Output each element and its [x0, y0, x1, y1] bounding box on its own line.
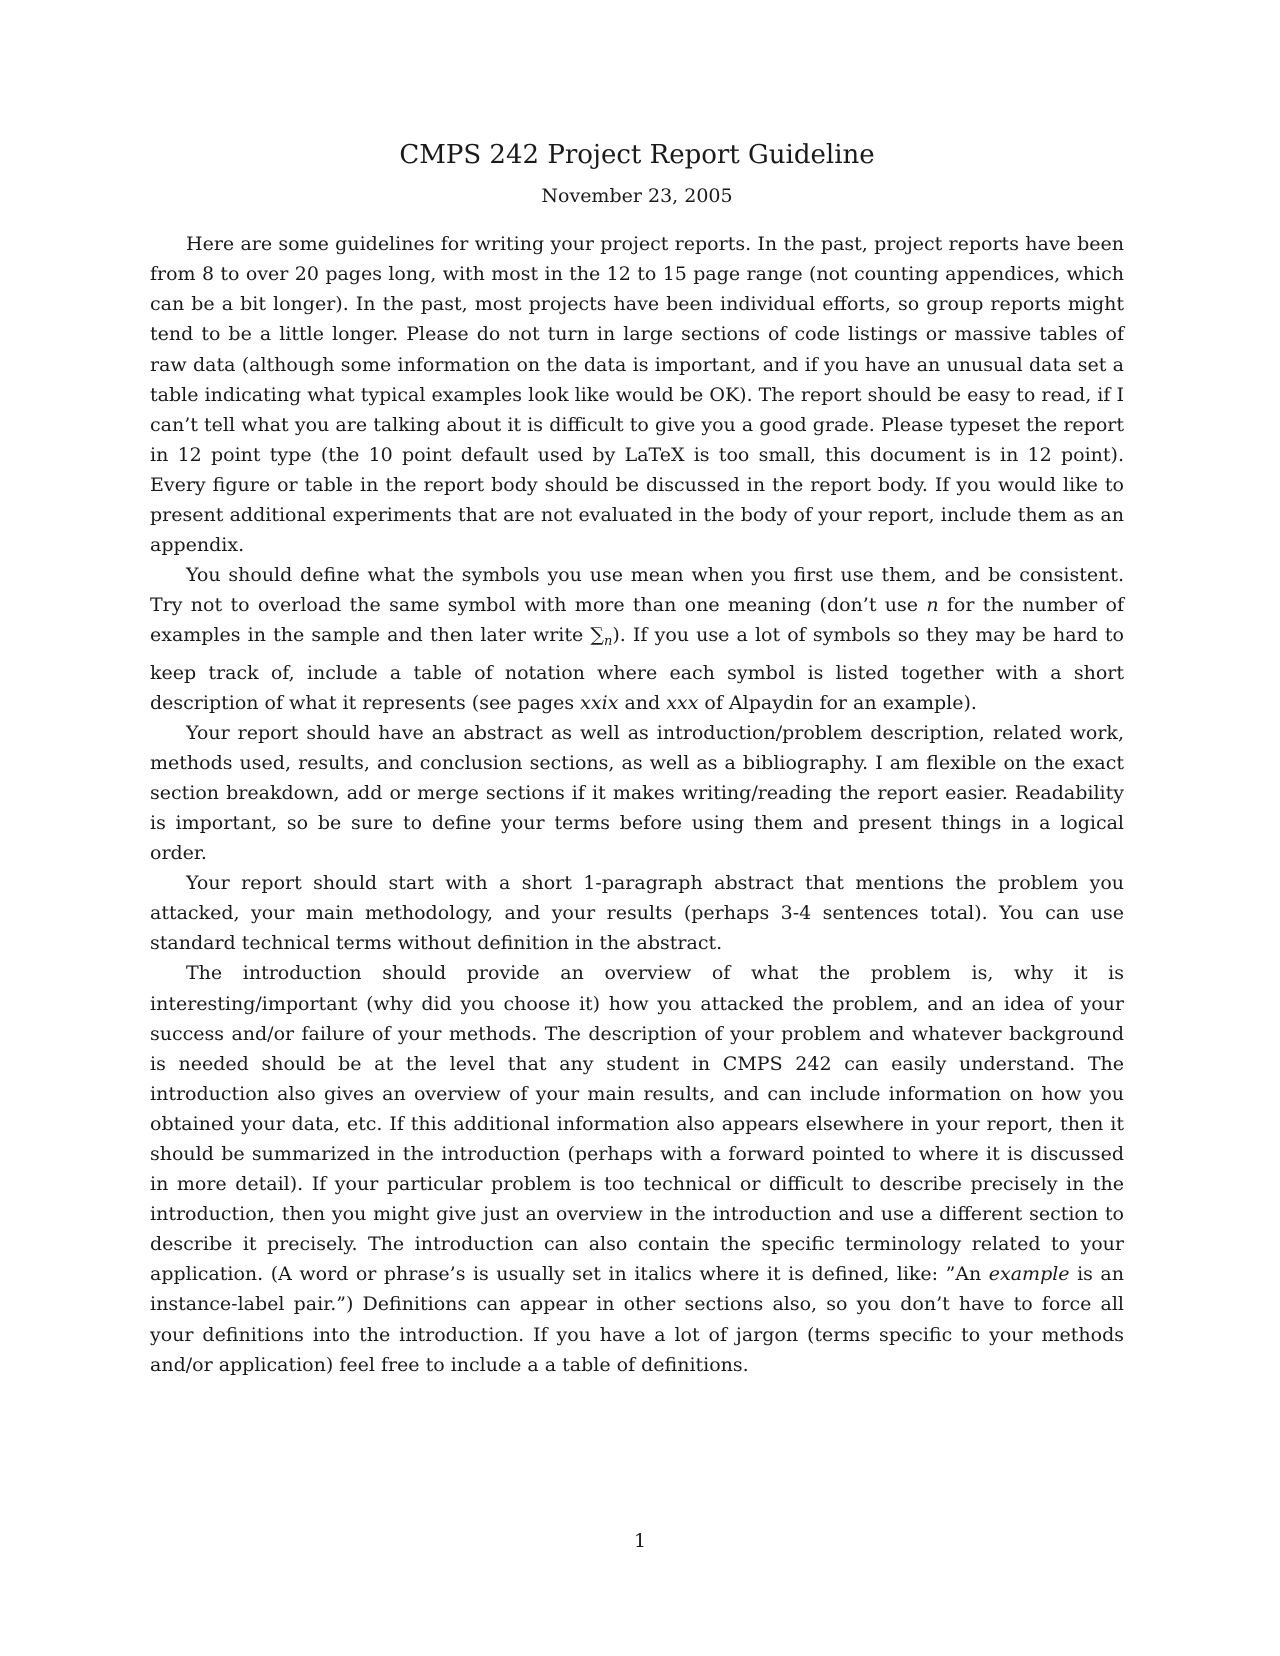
page-ref-xxix: xxix	[580, 691, 619, 714]
math-variable-n: n	[926, 594, 939, 617]
math-summation	[590, 624, 613, 650]
summation-symbol: ∑	[590, 624, 604, 647]
paragraph-intro: Here are some guidelines for writing your project reports. In the past, project reports have been from 8 to over 20 pages long, with most in the 12 to 15 page range (not counting appendices, which can be a bit longer). In the past, most projects have been individual efforts, so group reports might tend to be a little longer. Please do not turn in large sections of code listings or massive tables of raw data (although some information on the data is important, and if you have an unusual data set a table indicating what typical examples look like would be OK). The report should be easy to read, if I can’t tell what you are talking about it is difficult to give you a good grade. Please typeset the report in 12 point type (the 10 point default used by LaTeX is too small, this document is in 12 point). Every figure or table in the report body should be discussed in the report body. If you would like to present additional experiments that are not evaluated in the body of your report, include them as an appendix.	[150, 233, 1124, 557]
paragraph-sections: Your report should have an abstract as well as introduction/problem description, related work, methods used, results, and conclusion sections, as well as a bibliography. I am flexible on the exact section breakdown, add or merge sections if it makes writing/reading the report easier. Readability is important, so be sure to define your terms before using them and present things in a logical order.	[150, 721, 1124, 865]
text-span: The introduction should provide an overview of what the problem is, why it is interesting/important (why did you choose it) how you attacked the problem, and an idea of your success and/or failure of your methods. The description of your problem and whatever background is needed should be at the level that any student in CMPS 242 can easily understand. The introduction also gives an overview of your main results, and can include information on how you obtained your data, etc. If this additional information also appears elsewhere in your report, then it should be summarized in the introduction (perhaps with a forward pointed to where it is discussed in more detail). If your particular problem is too technical or difficult to describe precisely in the introduction, then you might give just an overview in the introduction and use a different section to describe it precisely. The introduction can also contain the specific terminology related to your application. (A word or phrase’s is usually set in italics where it is defined, like: ”An	[150, 962, 1124, 1286]
document-date: November 23, 2005	[541, 185, 733, 208]
paragraph-symbols	[150, 560, 1124, 717]
text-span: You should define what the symbols you use mean when you first use them, and be consistent. Try not to overload the same symbol with more than one meaning (don’t use	[150, 564, 1124, 617]
text-span: and	[618, 691, 667, 714]
text-span: ). If you use a lot of symbols so they may be hard to keep track of, include a table of notation where each symbol is listed together with a short description of what it represents (see pages	[150, 624, 1124, 714]
paragraph-introduction	[150, 958, 1124, 1379]
page-ref-xxx: xxx	[666, 691, 699, 714]
page-number: 1	[633, 1530, 647, 1552]
document-title: CMPS 242 Project Report Guideline	[399, 140, 875, 170]
text-span: is an instance-label pair.”) Definitions can appear in other sections also, so you don’t have to force all your definitions into the introduction. If you have a lot of jargon (terms specific to your methods and/or application) feel free to include a a table of definitions.	[150, 1263, 1124, 1376]
text-span: for the number of examples in the sample and then later write	[150, 594, 1124, 647]
document-page	[150, 140, 1124, 1380]
text-span: of Alpaydin for an example).	[698, 691, 977, 714]
document-body	[150, 229, 1124, 1380]
summation-subscript: n	[603, 634, 613, 650]
emphasized-term: example	[988, 1263, 1070, 1286]
paragraph-abstract: Your report should start with a short 1-paragraph abstract that mentions the problem you attacked, your main methodology, and your results (perhaps 3-4 sentences total). You can use standard technical terms without definition in the abstract.	[150, 872, 1124, 955]
